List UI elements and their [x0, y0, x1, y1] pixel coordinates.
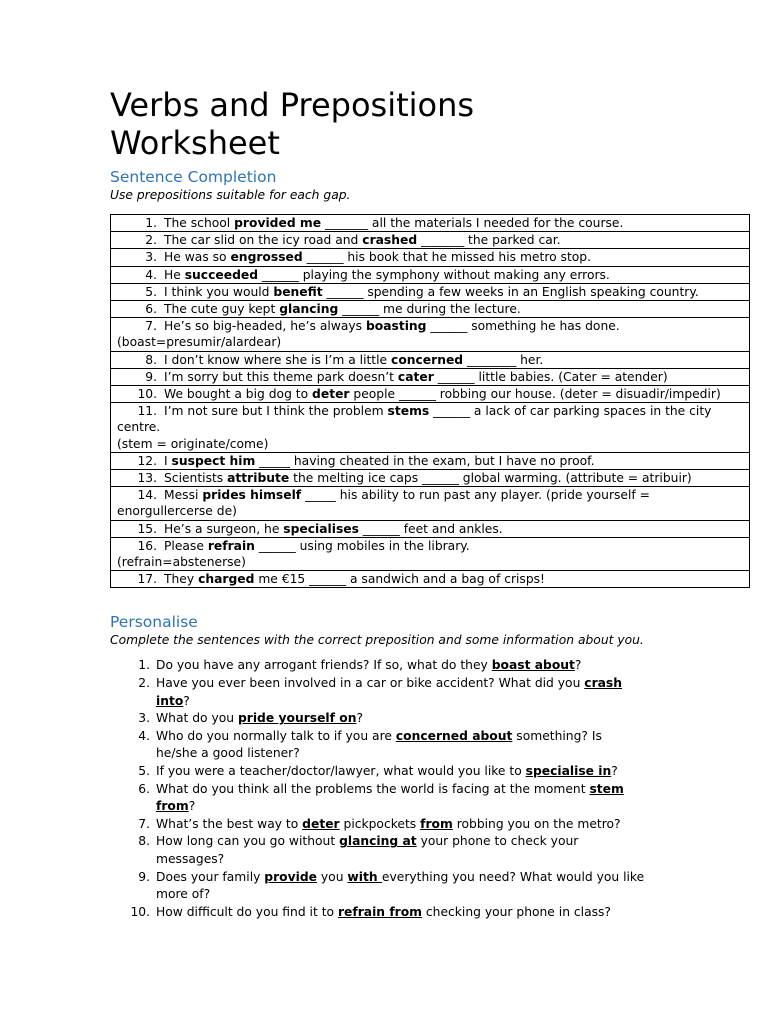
table-row — [111, 537, 750, 570]
title-line-1: Verbs and Prepositions — [110, 86, 475, 124]
exercise-cell — [111, 215, 750, 232]
table-row — [111, 318, 750, 351]
question-number: 4. — [138, 728, 150, 743]
exercise-text: ________ her. — [463, 352, 544, 367]
title-line-2: Worksheet — [110, 124, 280, 162]
table-row — [111, 351, 750, 368]
exercise-text: He was so — [164, 250, 231, 265]
exercise-verb: prides himself — [202, 488, 302, 503]
question-segment: robbing you on the metro? — [452, 816, 621, 831]
question-number: 8. — [138, 834, 150, 849]
question-segment: ? — [183, 693, 190, 708]
exercise-text: They — [164, 572, 199, 587]
exercise-text: _____ having cheated in the exam, but I have no proof. — [255, 453, 595, 468]
list-item — [110, 657, 750, 675]
list-item — [110, 869, 750, 904]
exercise-number: 5. — [145, 284, 157, 299]
exercise-number: 4. — [145, 267, 157, 282]
exercise-text: ______ little babies. (Cater = atender) — [433, 369, 668, 384]
question-number: 1. — [138, 658, 150, 673]
exercise-text: We bought a big dog to — [164, 387, 313, 402]
exercise-cell — [111, 301, 750, 318]
table-row — [111, 368, 750, 385]
target-phrase: from — [420, 816, 453, 831]
question-segment: ? — [611, 764, 618, 779]
question-segment: How difficult do you find it to — [156, 904, 338, 919]
exercise-text: Messi — [164, 488, 203, 503]
question-text — [150, 728, 646, 763]
exercise-number: 7. — [145, 319, 157, 334]
list-item — [110, 675, 750, 710]
exercise-number: 8. — [145, 352, 157, 367]
exercise-text: He’s so big-headed, he’s always — [164, 319, 366, 334]
question-number: 6. — [138, 781, 150, 796]
exercise-number: 6. — [145, 302, 157, 317]
section-heading-personalise: Personalise — [110, 613, 198, 632]
exercise-text: _______ the parked car. — [417, 233, 561, 248]
table-row — [111, 452, 750, 469]
question-text — [150, 781, 646, 816]
question-text — [150, 816, 646, 834]
exercise-verb: cater — [397, 369, 434, 384]
question-segment: you — [317, 869, 348, 884]
question-text — [150, 763, 646, 781]
list-item — [110, 728, 750, 763]
exercise-text: I think you would — [164, 284, 274, 299]
table-row — [111, 571, 750, 588]
question-segment: something? Is he/she a good listener? — [156, 728, 602, 761]
question-number: 9. — [138, 869, 150, 884]
exercise-cell — [111, 470, 750, 487]
question-segment: ? — [356, 711, 363, 726]
question-text — [150, 904, 646, 922]
personalise-instruction: Complete the sentences with the correct preposition and some information about you. — [110, 633, 644, 648]
exercise-text: I — [164, 453, 172, 468]
question-segment: Who do you normally talk to if you are — [156, 728, 396, 743]
question-text — [150, 675, 646, 710]
exercise-text: ______ something he has done. (boast=presumir/alardear) — [117, 319, 620, 350]
table-row — [111, 266, 750, 283]
exercise-number: 14. — [137, 488, 157, 503]
table-row — [111, 487, 750, 520]
exercise-verb: boasting — [365, 319, 427, 334]
exercise-text: He — [164, 267, 185, 282]
question-segment: If you were a teacher/doctor/lawyer, what would you like to — [156, 764, 526, 779]
exercise-verb: glancing — [279, 302, 339, 317]
question-text — [150, 869, 646, 904]
exercise-text: The car slid on the icy road and — [164, 233, 363, 248]
list-item — [110, 781, 750, 816]
target-phrase: stem from — [156, 781, 624, 814]
exercise-cell — [111, 283, 750, 300]
question-segment: What do you — [156, 711, 238, 726]
list-item — [110, 833, 750, 868]
worksheet-page — [110, 86, 750, 921]
exercise-number: 3. — [145, 250, 157, 265]
target-phrase: refrain from — [337, 904, 422, 919]
question-number: 10. — [130, 904, 150, 919]
exercise-text: ______ using mobiles in the library. — [254, 538, 470, 553]
exercise-number: 10. — [137, 387, 157, 402]
question-segment: ? — [188, 799, 196, 814]
exercise-text: ______ his book that he missed his metro stop. — [302, 250, 592, 265]
exercise-number: 1. — [145, 216, 157, 230]
exercise-cell — [111, 520, 750, 537]
exercise-note: (refrain=abstenerse) — [117, 555, 246, 570]
page-title — [110, 86, 750, 162]
question-number: 2. — [138, 676, 150, 691]
exercise-text: ______ a lack of car parking spaces in the city centre. — [117, 404, 712, 435]
exercise-text: ______ feet and ankles. — [358, 521, 503, 536]
exercise-cell — [111, 318, 750, 351]
exercise-verb: concerned — [391, 352, 464, 367]
exercise-verb: benefit — [273, 284, 323, 299]
exercise-cell — [111, 368, 750, 385]
question-segment: ? — [574, 658, 582, 673]
exercise-verb: stems — [387, 404, 430, 419]
exercise-text: The cute guy kept — [164, 302, 280, 317]
list-item — [110, 710, 750, 728]
exercise-text: _______ all the materials I needed for the course. — [321, 216, 624, 230]
question-number: 7. — [138, 816, 150, 831]
exercise-text: I’m sorry but this theme park doesn’t — [164, 369, 398, 384]
exercise-text: ______ me during the lecture. — [338, 302, 521, 317]
question-segment: Does your family — [156, 869, 265, 884]
list-item — [110, 904, 750, 922]
table-row — [111, 215, 750, 232]
table-row — [111, 470, 750, 487]
question-segment: Do you have any arrogant friends? If so, what do they — [156, 658, 492, 673]
table-row — [111, 301, 750, 318]
target-phrase: pride yourself on — [237, 711, 357, 726]
exercise-cell — [111, 249, 750, 266]
exercise-number: 17. — [137, 572, 157, 587]
question-segment: pickpockets — [339, 816, 421, 831]
exercise-verb: crashed — [362, 233, 418, 248]
question-segment: checking your phone in class? — [422, 904, 611, 919]
exercise-cell — [111, 266, 750, 283]
exercise-cell — [111, 487, 750, 520]
exercise-cell — [111, 537, 750, 570]
exercise-verb: succeeded — [184, 267, 259, 282]
table-row — [111, 283, 750, 300]
exercise-note: (stem = originate/come) — [117, 436, 269, 451]
exercise-table — [110, 214, 750, 588]
exercise-cell — [111, 403, 750, 453]
question-number: 5. — [138, 764, 150, 779]
target-phrase: provide — [264, 869, 317, 884]
exercise-text: the melting ice caps ______ global warming. (attribute = atribuir) — [289, 471, 692, 486]
target-phrase: specialise in — [525, 764, 612, 779]
exercise-number: 15. — [137, 521, 157, 536]
target-phrase: concerned about — [395, 728, 513, 743]
table-row — [111, 386, 750, 403]
exercise-verb: specialises — [283, 521, 359, 536]
exercise-cell — [111, 351, 750, 368]
question-segment: What do you think all the problems the world is facing at the moment — [156, 781, 590, 796]
exercise-cell — [111, 452, 750, 469]
personalise-list — [110, 657, 750, 921]
exercise-text: Scientists — [164, 471, 228, 486]
exercise-number: 13. — [137, 471, 157, 486]
question-segment: How long can you go without — [156, 834, 340, 849]
table-row — [111, 520, 750, 537]
target-phrase: deter — [302, 816, 340, 831]
question-segment: What’s the best way to — [156, 816, 303, 831]
exercise-number: 12. — [137, 453, 157, 468]
question-segment: everything you need? What would you like more of? — [156, 869, 645, 902]
target-phrase: boast about — [491, 658, 575, 673]
table-row — [111, 249, 750, 266]
exercise-cell — [111, 232, 750, 249]
exercise-cell — [111, 386, 750, 403]
question-number: 3. — [138, 711, 150, 726]
sentence-completion-instruction: Use prepositions suitable for each gap. — [110, 188, 351, 202]
exercise-text: He’s a surgeon, he — [164, 521, 284, 536]
section-heading-sentence-completion: Sentence Completion — [110, 168, 277, 186]
exercise-text: _____ his ability to run past any player. (pride yourself = enorgullercerse de) — [117, 488, 650, 519]
exercise-cell — [111, 571, 750, 588]
exercise-text: ______ spending a few weeks in an English speaking country. — [322, 284, 699, 299]
exercise-verb: refrain — [207, 538, 255, 553]
question-text — [150, 710, 646, 728]
exercise-text: The school — [164, 216, 235, 230]
exercise-text: me €15 ______ a sandwich and a bag of crisps! — [254, 572, 545, 587]
question-text — [150, 657, 646, 675]
exercise-verb: charged — [198, 572, 255, 587]
question-segment: Have you ever been involved in a car or bike accident? What did you — [156, 676, 585, 691]
exercise-verb: engrossed — [230, 250, 303, 265]
question-text — [150, 833, 646, 868]
target-phrase: with — [347, 869, 382, 884]
target-phrase: glancing at — [339, 834, 417, 849]
exercise-text: I’m not sure but I think the problem — [164, 404, 388, 419]
exercise-verb: suspect him — [171, 453, 256, 468]
target-phrase: crash into — [156, 676, 623, 708]
table-row — [111, 232, 750, 249]
exercise-text: ______ playing the symphony without making any errors. — [258, 267, 610, 282]
list-item — [110, 816, 750, 834]
table-row — [111, 403, 750, 453]
exercise-verb: deter — [312, 387, 350, 402]
list-item — [110, 763, 750, 781]
exercise-text: I don’t know where she is I’m a little — [164, 352, 392, 367]
exercise-text: Please — [164, 538, 208, 553]
exercise-text: people ______ robbing our house. (deter = disuadir/impedir) — [349, 387, 721, 402]
exercise-verb: provided me — [234, 216, 322, 230]
exercise-number: 9. — [145, 369, 157, 384]
exercise-verb: attribute — [227, 471, 290, 486]
exercise-number: 11. — [137, 404, 157, 419]
question-segment: your phone to check your messages? — [156, 834, 579, 866]
exercise-number: 16. — [137, 538, 157, 553]
exercise-number: 2. — [145, 233, 157, 248]
